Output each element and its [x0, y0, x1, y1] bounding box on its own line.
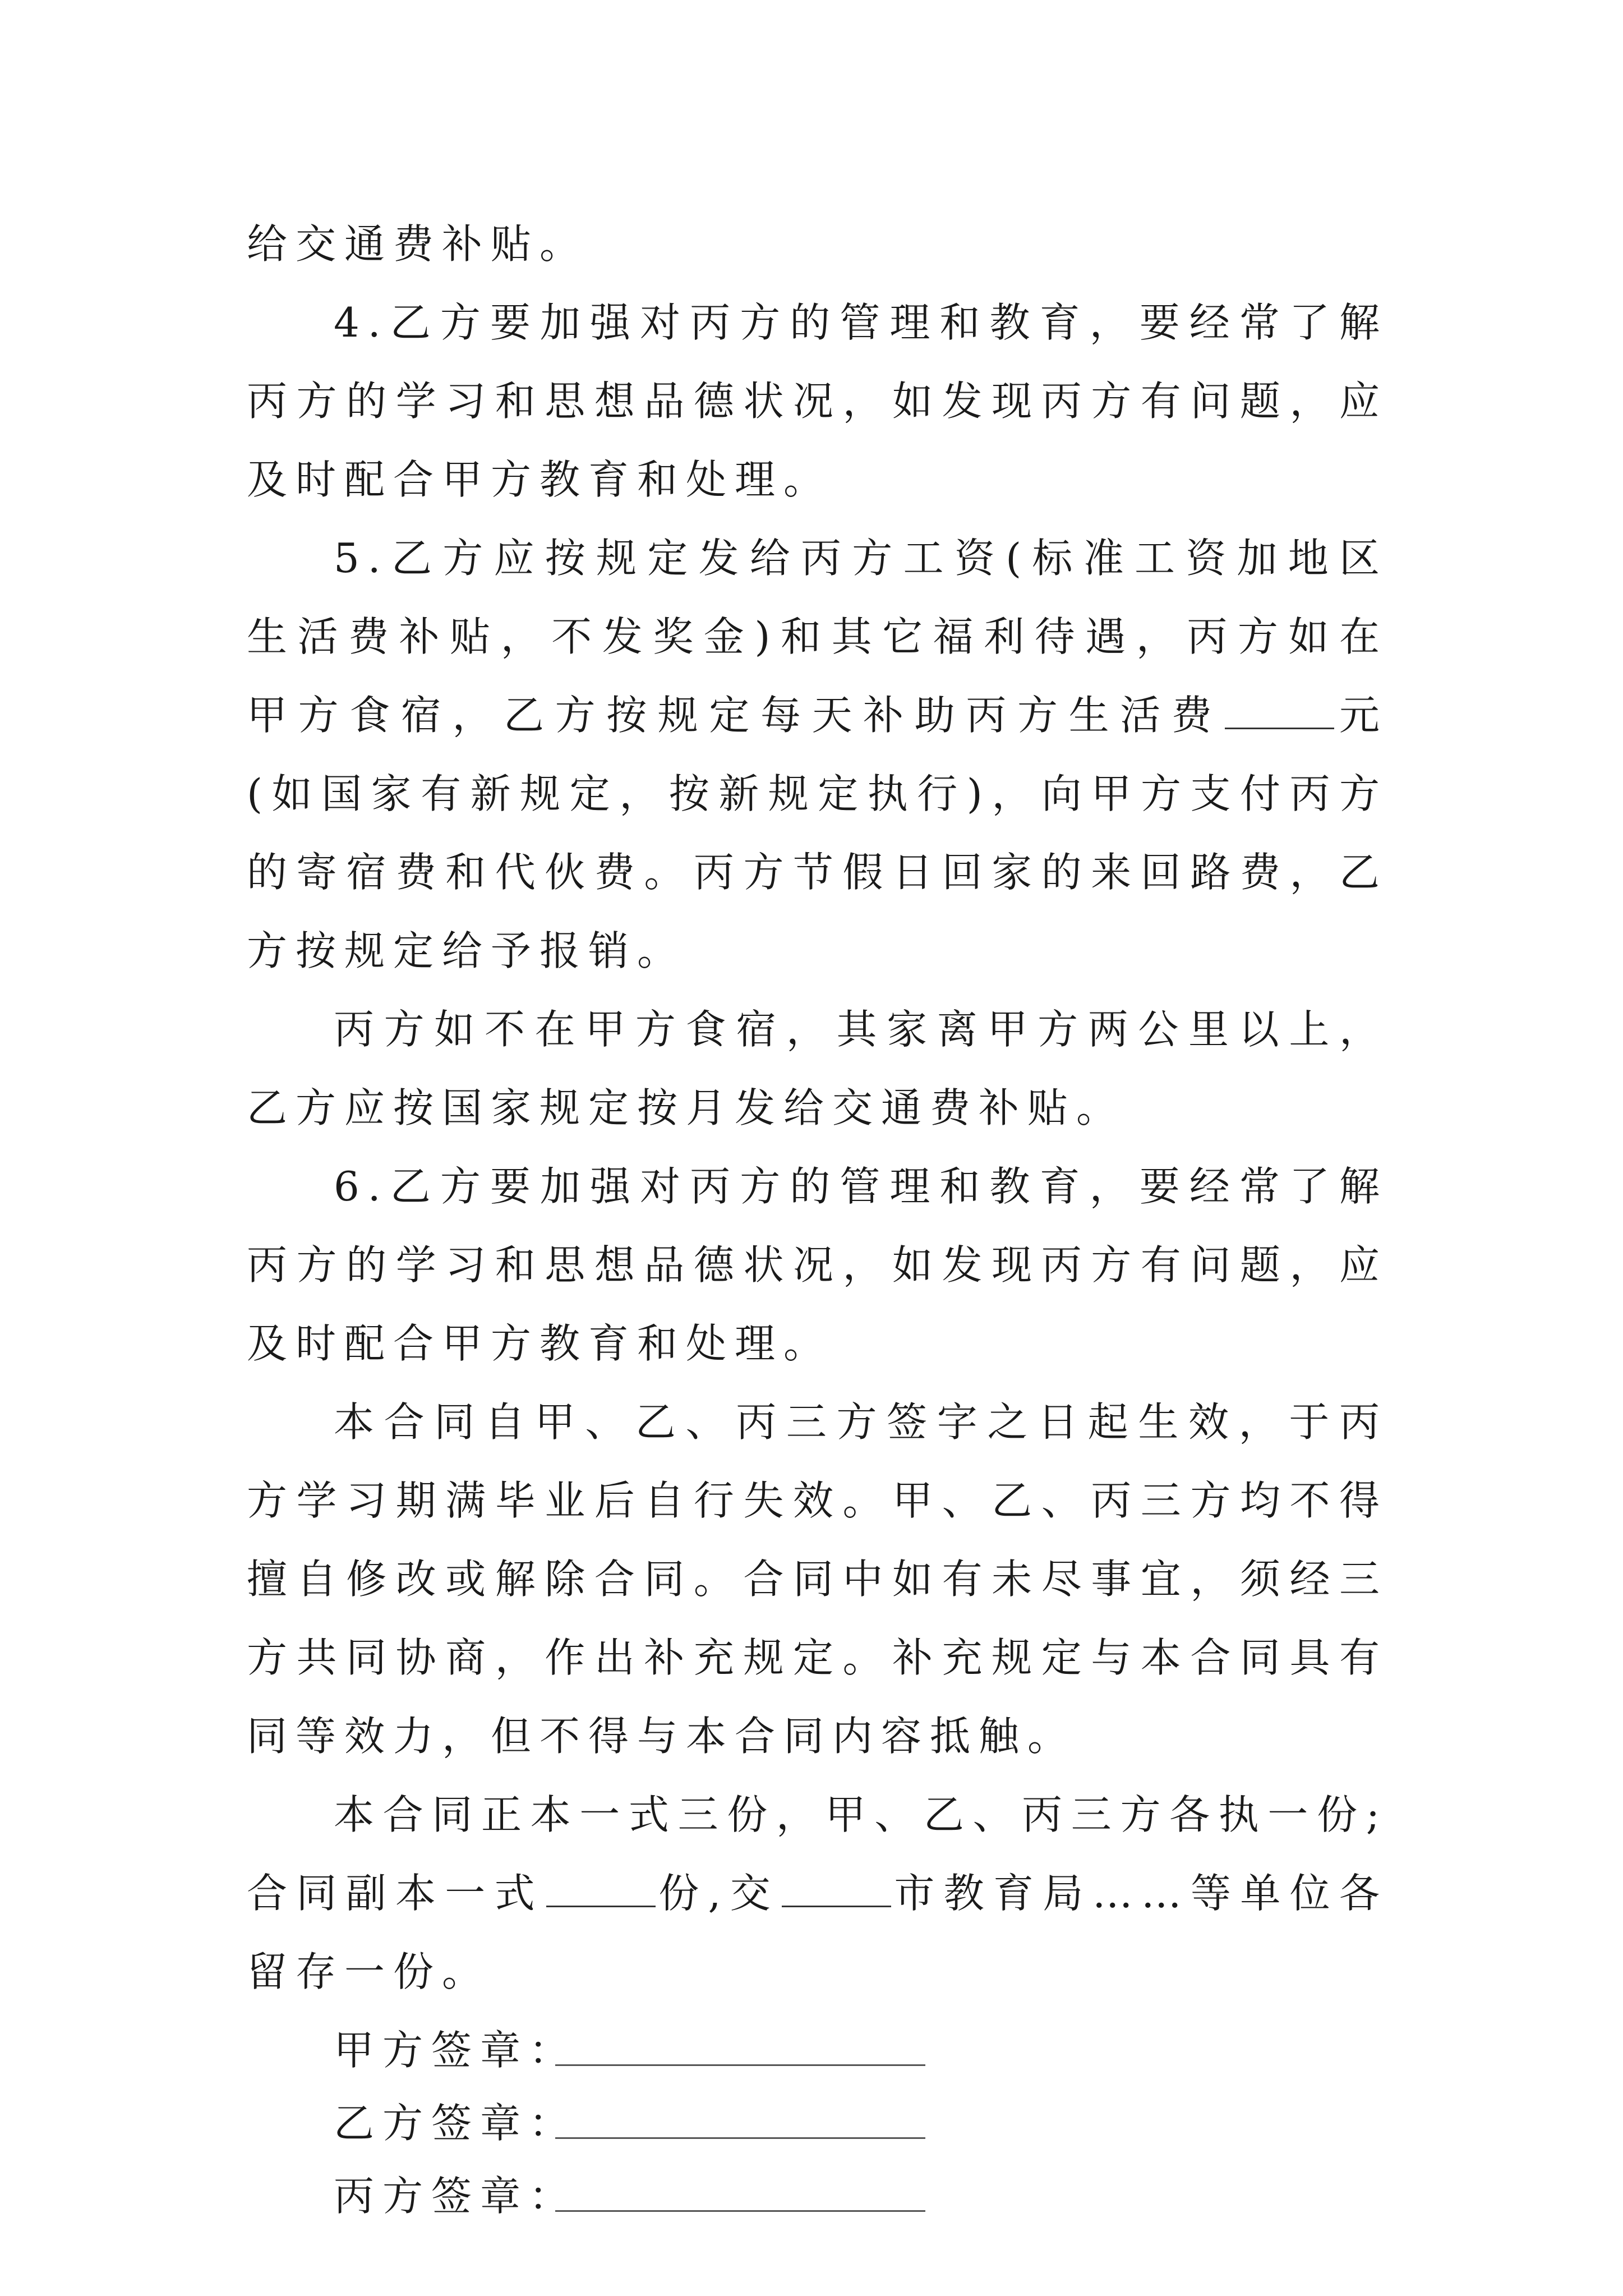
signature-party-c	[247, 2157, 1388, 2230]
paragraph-clause-4: 4.乙方要加强对丙方的管理和教育，要经常了解丙方的学习和思想品德状况，如发现丙方有问题，应及时配合甲方教育和处理。	[247, 299, 1388, 503]
paragraph-copies	[247, 1775, 1388, 2011]
signature-label-party-a: 甲方签章：	[334, 2027, 578, 2074]
paragraph-transport-subsidy: 丙方如不在甲方食宿，其家离甲方两公里以上，乙方应按国家规定按月发给交通费补贴。	[247, 1006, 1388, 1131]
clause-5-text-before: 5.乙方应按规定发给丙方工资(标准工资加地区生活费补贴，不发奖金)和其它福利待遇，丙方如在甲方食宿，乙方按规定每天补助丙方生活费	[247, 535, 1388, 739]
living-allowance-blank[interactable]	[1225, 694, 1334, 729]
signature-label-party-c: 丙方签章：	[334, 2173, 578, 2220]
city-name-blank[interactable]	[782, 1872, 891, 1907]
document-body	[247, 205, 1388, 2230]
paragraph-clause-6: 6.乙方要加强对丙方的管理和教育，要经常了解丙方的学习和思想品德状况，如发现丙方有问题，应及时配合甲方教育和处理。	[247, 1163, 1388, 1367]
paragraph-clause-5	[247, 519, 1388, 990]
signature-line-party-a[interactable]	[555, 2064, 925, 2066]
copies-text-2: 份,交	[657, 1870, 780, 1917]
signature-party-a	[247, 2011, 1388, 2084]
clause-5-text-after: 元(如国家有新规定，按新规定执行)，向甲方支付丙方的寄宿费和代伙费。丙方节假日回家的来回路费，乙方按规定给予报销。	[247, 692, 1388, 974]
signature-party-b	[247, 2084, 1388, 2157]
paragraph-continuation: 给交通费补贴。	[247, 220, 589, 268]
signature-label-party-b: 乙方签章：	[334, 2100, 578, 2147]
copies-text-1: 本合同正本一式三份，甲、乙、丙三方各执一份;合同副本一式	[247, 1791, 1388, 1917]
paragraph-effective-term: 本合同自甲、乙、丙三方签字之日起生效，于丙方学习期满毕业后自行失效。甲、乙、丙三方均不得擅自修改或解除合同。合同中如有未尽事宜，须经三方共同协商，作出补充规定。补充规定与本合同具有同等效力，但不得与本合同内容抵触。	[247, 1398, 1388, 1760]
signature-line-party-b[interactable]	[555, 2137, 925, 2139]
copies-text-3: 市教育局……等单位各留存一份。	[247, 1870, 1388, 1995]
signature-line-party-c[interactable]	[555, 2210, 925, 2212]
copies-count-blank[interactable]	[546, 1872, 656, 1907]
